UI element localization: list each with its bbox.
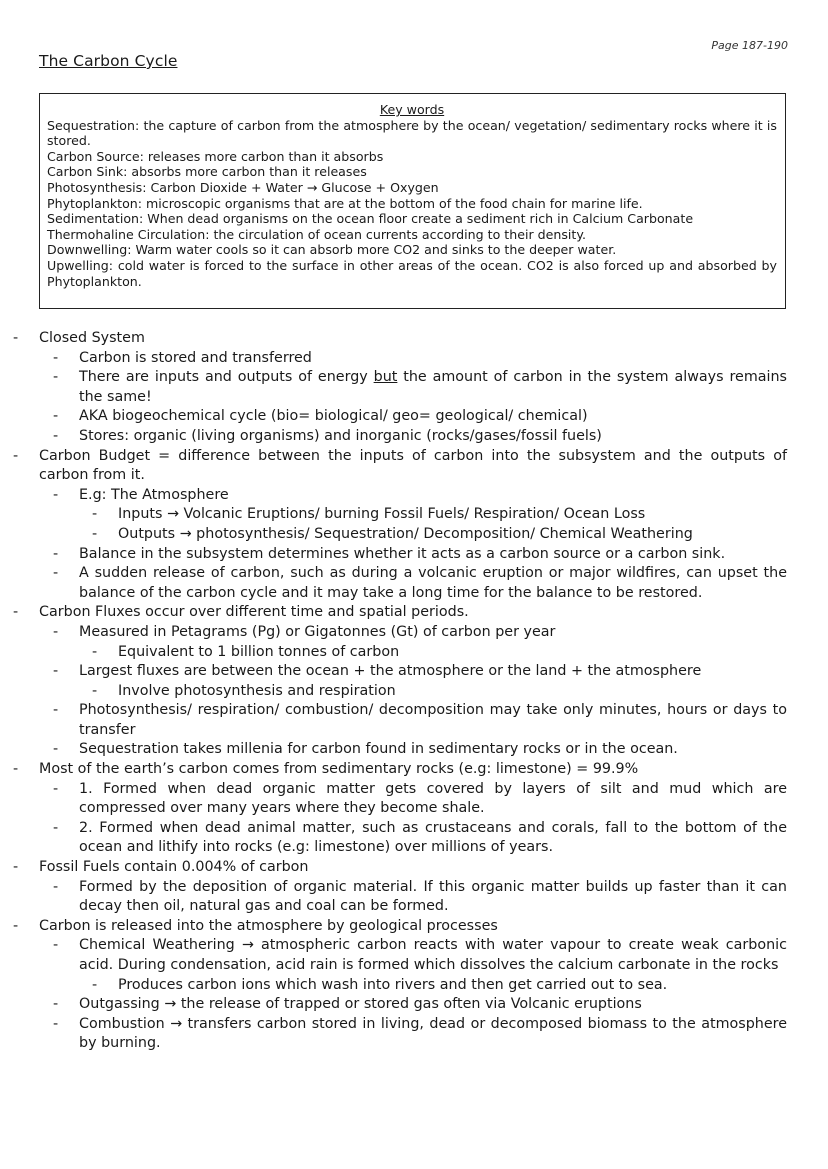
key-word-definition: Upwelling: cold water is forced to the surface in other areas of the ocean. CO2 is also forced up and absorbed by Phytoplankton. — [47, 257, 777, 289]
bullet-text: Carbon is stored and transferred — [79, 349, 312, 366]
notes-list — [0, 329, 828, 1054]
bullet-text: Combustion → transfers carbon stored in living, dead or decomposed biomass to the atmosphere by burning. — [79, 1015, 787, 1052]
bullet-dash: - — [13, 761, 19, 778]
bullet-text: Sequestration takes millenia for carbon found in sedimentary rocks or in the ocean. — [79, 741, 678, 758]
bullet-dash: - — [53, 369, 59, 386]
bullet-text: Carbon Budget = difference between the inputs of carbon into the subsystem and the outputs of carbon from it. — [39, 447, 787, 484]
bullet-dash: - — [53, 937, 59, 954]
bullet-text: A sudden release of carbon, such as during a volcanic eruption or major wildfires, can upset the balance of the carbon cycle and it may take a long time for the balance to be restored. — [79, 565, 787, 601]
bullet-text: Largest fluxes are between the ocean + the atmosphere or the land + the atmosphere — [79, 663, 702, 680]
bullet-item-level-0 — [0, 917, 828, 937]
bullet-text: AKA biogeochemical cycle (bio= biological/ geo= geological/ chemical) — [79, 408, 588, 425]
bullet-item-level-0 — [0, 329, 828, 349]
bullet-text: 2. Formed when dead animal matter, such as crustaceans and corals, fall to the bottom of the ocean and lithify into rocks (e.g: limestone) over millions of years. — [79, 819, 787, 856]
bullet-item-level-1 — [0, 407, 828, 427]
bullet-dash: - — [53, 702, 59, 719]
bullet-text: Carbon is released into the atmosphere by geological processes — [39, 917, 498, 934]
bullet-dash: - — [53, 408, 59, 425]
bullet-dash: - — [92, 506, 98, 523]
bullet-dash: - — [13, 917, 19, 934]
bullet-item-level-1 — [0, 662, 828, 682]
page-title: The Carbon Cycle — [39, 52, 178, 70]
page-reference: Page 187-190 — [711, 39, 788, 52]
bullet-dash: - — [53, 819, 59, 836]
bullet-dash: - — [13, 859, 19, 876]
bullet-item-level-1 — [0, 1015, 828, 1054]
bullet-text: There are inputs and outputs of energy — [79, 369, 374, 386]
key-word-definition: Downwelling: Warm water cools so it can absorb more CO2 and sinks to the deeper water. — [47, 242, 617, 258]
bullet-text: Balance in the subsystem determines whether it acts as a carbon source or a carbon sink. — [79, 545, 726, 562]
bullet-item-level-1 — [0, 427, 828, 447]
key-word-definition: Sequestration: the capture of carbon from the atmosphere by the ocean/ vegetation/ sedimentary rocks where it is stored. — [47, 117, 777, 149]
bullet-text: E.g: The Atmosphere — [79, 486, 229, 503]
bullet-text: the amount of carbon in the system always remains the same! — [79, 369, 787, 405]
bullet-item-level-1 — [0, 878, 828, 917]
bullet-text: Most of the earth’s carbon comes from sedimentary rocks (e.g: limestone) = 99.9% — [39, 761, 639, 778]
bullet-item-level-1 — [0, 740, 828, 760]
bullet-text: Produces carbon ions which wash into rivers and then get carried out to sea. — [118, 976, 668, 993]
bullet-dash: - — [13, 604, 19, 621]
bullet-item-level-1 — [0, 936, 828, 975]
bullet-item-level-2 — [0, 643, 828, 663]
bullet-dash: - — [53, 663, 59, 680]
bullet-item-level-1 — [0, 564, 828, 603]
key-words-list — [47, 118, 777, 290]
bullet-dash: - — [53, 623, 59, 640]
bullet-item-level-1 — [0, 545, 828, 565]
bullet-dash: - — [53, 545, 59, 562]
bullet-item-level-0 — [0, 760, 828, 780]
bullet-text: Inputs → Volcanic Eruptions/ burning Fossil Fuels/ Respiration/ Ocean Loss — [118, 506, 646, 523]
bullet-text: Chemical Weathering → atmospheric carbon reacts with water vapour to create weak carbonic acid. During condensation, acid rain is formed which dissolves the calcium carbonate in the rocks — [79, 937, 787, 973]
underlined-word: but — [373, 369, 398, 386]
key-word-definition: Phytoplankton: microscopic organisms that are at the bottom of the food chain for marine life. — [47, 195, 643, 211]
bullet-dash: - — [53, 349, 59, 366]
bullet-item-level-1 — [0, 486, 828, 506]
bullet-dash: - — [53, 1015, 59, 1032]
bullet-text: Formed by the deposition of organic material. If this organic matter builds up faster than it can decay then oil, natural gas and coal can be formed. — [79, 878, 787, 915]
bullet-dash: - — [53, 565, 59, 582]
bullet-dash: - — [92, 682, 98, 699]
bullet-item-level-0 — [0, 603, 828, 623]
key-word-definition: Photosynthesis: Carbon Dioxide + Water → Glucose + Oxygen — [47, 179, 439, 195]
bullet-item-level-0 — [0, 447, 828, 486]
key-words-heading: Key words — [379, 102, 445, 117]
bullet-text: Closed System — [39, 330, 145, 346]
bullet-dash: - — [53, 427, 59, 444]
bullet-dash: - — [92, 525, 98, 542]
bullet-item-level-2 — [0, 976, 828, 996]
bullet-text: 1. Formed when dead organic matter gets covered by layers of silt and mud which are compressed over many years where they become shale. — [79, 780, 787, 817]
bullet-item-level-1 — [0, 701, 828, 740]
bullet-text: Involve photosynthesis and respiration — [118, 682, 396, 699]
key-word-definition: Thermohaline Circulation: the circulation of ocean currents according to their density. — [47, 226, 587, 242]
bullet-item-level-2 — [0, 525, 828, 545]
bullet-item-level-2 — [0, 682, 828, 702]
bullet-text: Measured in Petagrams (Pg) or Gigatonnes (Gt) of carbon per year — [79, 623, 556, 640]
bullet-item-level-1 — [0, 349, 828, 369]
bullet-dash: - — [53, 996, 59, 1013]
bullet-dash: - — [13, 447, 19, 464]
bullet-item-level-0 — [0, 858, 828, 878]
key-word-definition: Sedimentation: When dead organisms on the ocean floor create a sediment rich in Calcium Carbonate — [47, 211, 694, 227]
bullet-dash: - — [13, 330, 19, 346]
bullet-item-level-2 — [0, 505, 828, 525]
bullet-dash: - — [92, 643, 98, 660]
key-words-box — [39, 93, 786, 309]
bullet-text: Outputs → photosynthesis/ Sequestration/ Decomposition/ Chemical Weathering — [118, 525, 693, 542]
bullet-dash: - — [53, 780, 59, 797]
key-word-definition: Carbon Sink: absorbs more carbon than it releases — [47, 164, 367, 180]
bullet-dash: - — [53, 486, 59, 503]
bullet-item-level-1 — [0, 995, 828, 1015]
bullet-text: Fossil Fuels contain 0.004% of carbon — [39, 859, 309, 876]
bullet-text: Outgassing → the release of trapped or stored gas often via Volcanic eruptions — [79, 996, 642, 1013]
key-word-definition: Carbon Source: releases more carbon than it absorbs — [47, 148, 384, 164]
bullet-item-level-1 — [0, 623, 828, 643]
bullet-dash: - — [92, 976, 98, 993]
bullet-text: Stores: organic (living organisms) and inorganic (rocks/gases/fossil fuels) — [79, 427, 602, 444]
bullet-item-level-1 — [0, 819, 828, 858]
bullet-text: Carbon Fluxes occur over different time and spatial periods. — [39, 604, 469, 621]
bullet-item-level-1 — [0, 368, 828, 407]
bullet-text: Equivalent to 1 billion tonnes of carbon — [118, 643, 400, 660]
bullet-text: Photosynthesis/ respiration/ combustion/ decomposition may take only minutes, hours or days to transfer — [79, 702, 787, 738]
bullet-dash: - — [53, 878, 59, 895]
bullet-dash: - — [53, 741, 59, 758]
bullet-item-level-1 — [0, 780, 828, 819]
